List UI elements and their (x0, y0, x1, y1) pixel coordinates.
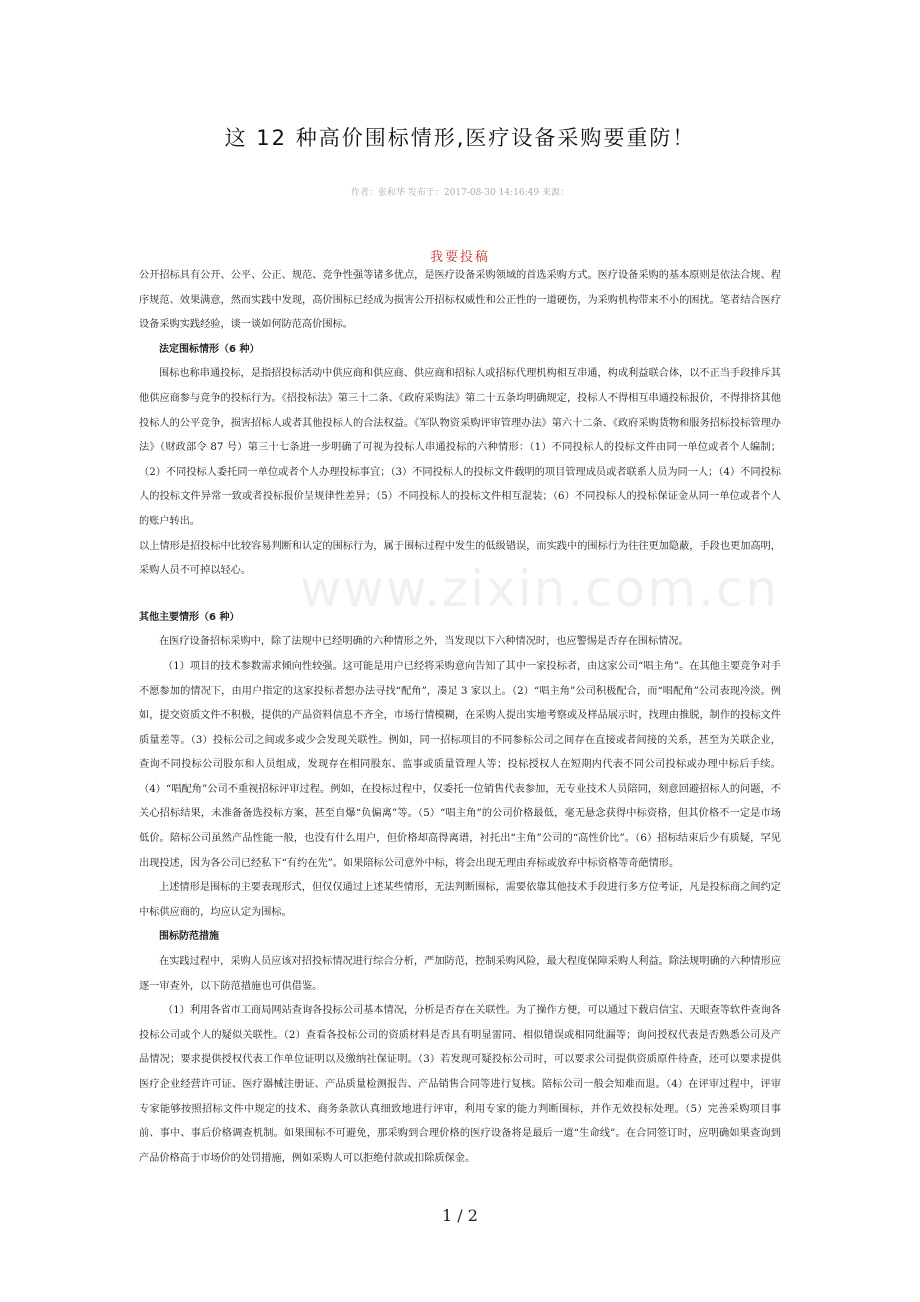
paragraph-other-cases: （1）项目的技术参数需求倾向性较强。这可能是用户已经将采购意向告知了其中一家投标者，由这家公司“唱主角”。在其他主要竞争对手不愿参加的情况下，由用户指定的这家投标者想办法寻找“配角”，凑足 3 家以上。（2）“唱主角”公司积极配合，而“唱配角”公司表现冷淡。例如，提交资质文件不积极，提供的产品资料信息不齐全，市场行情模糊，在采购人提出实地考察或及样品展示时，找理由推脱，制作的投标文件质量差等。（3）投标公司之间或多或少会发现关联性。例如，同一招标项目的不同参标公司之间存在直接或者间接的关系，甚至为关联企业，查询不同投标公司股东和人员组成，发现存在相同股东、监事或质量管理人等；投标授权人在短期内代表不同公司投标或办理中标后手续。（4）“唱配角”公司不重视招标评审过程。例如，在投标过程中，仅委托一位销售代表参加，无专业技术人员陪同，刻意回避招标人的问题，不关心招标结果，未准备备选投标方案，甚至自爆“负偏离”等。（5）“唱主角”的公司价格最低，毫无悬念获得中标资格，但其价格不一定是市场低价。陪标公司虽然产品性能一般，也没有什么用户，但价格却高得离谱，衬托出“主角”公司的“高性价比”。（6）招标结束后少有质疑，罕见出现投述，因为各公司已经私下“有约在先”。如果陪标公司意外中标，将会出现无理由弃标或放弃中标资格等奇葩情形。 (139, 660, 781, 869)
paragraph-other-intro: 在医疗设备招标采购中，除了法规中已经明确的六种情形之外，当发现以下六种情况时，也应警惕是否存在围标情况。 (159, 636, 689, 648)
spacer (139, 584, 781, 606)
section-heading-legal: 法定围标情形（6 种） (159, 343, 260, 355)
paragraph-other-summary: 上述情形是围标的主要表现形式，但仅仅通过上述某些情形，无法判断围标，需要依靠其他技术手段进行多方位考证，凡是投标商之间约定中标供应商的，均应认定为围标。 (139, 882, 781, 918)
paragraph-prevention-intro: 在实践过程中，采购人员应该对招投标情况进行综合分析，严加防范，控制采购风险，最大程度保障采购人利益。除法规明确的六种情形应逐一审查外，以下防范措施也可供借鉴。 (139, 956, 781, 992)
watermark: www.zixin.com.cn (300, 560, 780, 618)
intro-paragraph: 公开招标具有公开、公平、公正、规范、竞争性强等诸多优点，是医疗设备采购领域的首选采购方式。医疗设备采购的基本原则是依法合规、程序规范、效果满意，然而实践中发现，高价围标已经成为损害公开招标权威性和公正性的一道硬伤，为采购机构带来不小的困扰。笔者结合医疗设备采购实践经验，谈一谈如何防范高价围标。 (139, 270, 781, 331)
paragraph-legal-definition: 围标也称串通投标，是指招投标活动中供应商和供应商、供应商和招标人或招标代理机构相互串通，构成利益联合体，以不正当手段排斥其他供应商参与竞争的投标行为。《招投标法》第三十二条、《政府采购法》第二十五条均明确规定，投标人不得相互串通投标报价，不得排挤其他投标人的公平竞争，损害招标人或者其他投标人的合法权益。《军队物资采购评审管理办法》第六十二条、《政府采购货物和服务招标投标管理办法》（财政部令 87 号）第三十七条进一步明确了可视为投标人串通投标的六种情形：（1）不同投标人的投标文件由同一单位或者个人编制；（2）不同投标人委托同一单位或者个人办理投标事宜；（3）不同投标人的投标文件载明的项目管理成员或者联系人员为同一人；（4）不同投标人的投标文件异常一致或者投标报价呈规律性差异；（5）不同投标人的投标文件相互混装；（6）不同投标人的投标保证金从同一单位或者个人的账户转出。 (139, 368, 781, 527)
page-number: 1 / 2 (442, 1206, 478, 1225)
section-heading-other: 其他主要情形（6 种） (139, 611, 240, 623)
paragraph-prevention-measures: （1）利用各省市工商局网站查询各投标公司基本情况，分析是否存在关联性。为了操作方便，可以通过下载启信宝、天眼查等软件查询各投标公司或个人的疑似关联性。（2）查看各投标公司的资质材料是否具有明显雷同、相似错误或相同纰漏等；询问授权代表是否熟悉公司及产品情况；要求提供授权代表工作单位证明以及缴纳社保证明。（3）若发现可疑投标公司时，可以要求公司提供资质原件待查，还可以要求提供医疗企业经营许可证、医疗器械注册证、产品质量检测报告、产品销售合同等进行复核。陪标公司一般会知难而退。（4）在评审过程中，评审专家能够按照招标文件中规定的技术、商务条款认真细致地进行评审，利用专家的能力判断围标，并作无效投标处理。（5）完善采购项目事前、事中、事后价格调查机制。如果围标不可避免，那采购到合理价格的医疗设备将是最后一道“生命线”。在合同签订时，应明确如果查询到产品价格高于市场价的处罚措施，例如采购人可以拒绝付款或扣除质保金。 (139, 1005, 781, 1164)
submit-article-link[interactable]: 我要投稿 (429, 250, 490, 265)
article-meta: 作者：张和华 发布于：2017-08-30 14:16:49 来源： (351, 188, 569, 198)
section-heading-prevention: 围标防范措施 (159, 931, 219, 943)
article-title: 这 12 种高价围标情形,医疗设备采购要重防！ (224, 126, 696, 150)
paragraph-legal-summary: 以上情形是招投标中比较容易判断和认定的围标行为，属于围标过程中发生的低级错误，而实践中的围标行为往往更加隐蔽，手段也更加高明，采购人员不可掉以轻心。 (139, 540, 781, 577)
article-body (139, 264, 781, 1171)
